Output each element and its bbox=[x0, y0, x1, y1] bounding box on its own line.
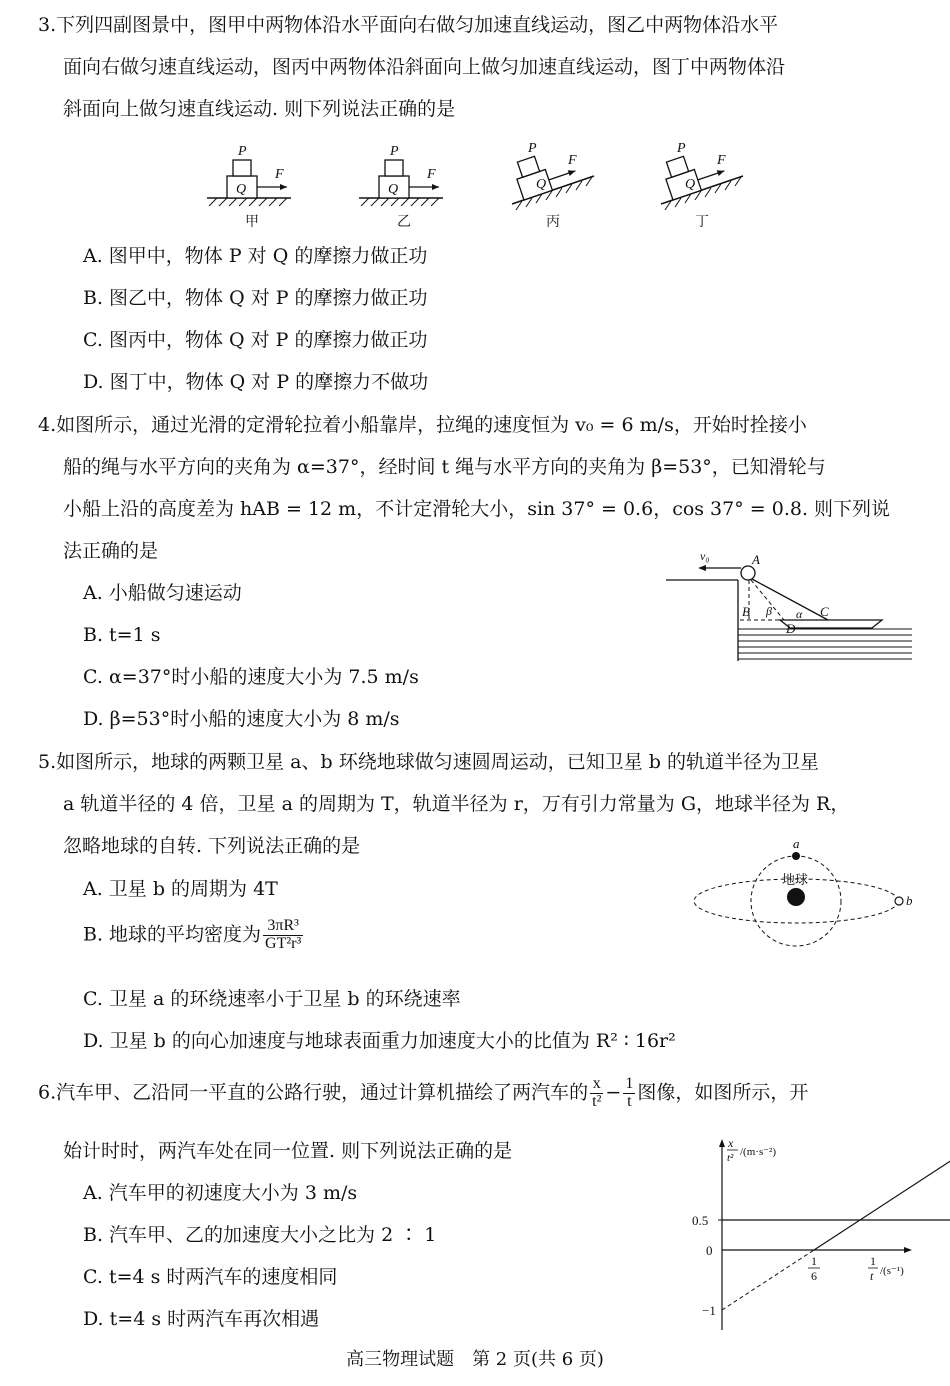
q4-option-b: B. t=1 s bbox=[83, 624, 161, 646]
q6-option-d: D. t=4 s 时两汽车再次相遇 bbox=[83, 1308, 320, 1330]
q3-bing-caption: 丙 bbox=[546, 215, 560, 230]
q5-option-b bbox=[83, 918, 305, 953]
q4-b-label: B bbox=[742, 604, 750, 619]
q3-option-d: D. 图丁中，物体 Q 对 P 的摩擦力不做功 bbox=[83, 371, 429, 393]
q6-option-b: B. 汽车甲、乙的加速度大小之比为 2 ∶ 1 bbox=[83, 1224, 437, 1246]
q5-stem-line-3: 忽略地球的自转. 下列说法正确的是 bbox=[63, 835, 361, 857]
q6-frac1-num: x bbox=[590, 1076, 603, 1094]
q4-beta-label: β bbox=[766, 604, 772, 618]
q4-c-label: C bbox=[820, 604, 829, 619]
q3-bing-p-label: P bbox=[528, 141, 537, 156]
q5-option-b-denominator: GT²r³ bbox=[265, 934, 302, 952]
x-tick-label-numerator: 1 bbox=[811, 1254, 817, 1268]
q3-option-b: B. 图乙中，物体 Q 对 P 的摩擦力做正功 bbox=[83, 287, 428, 309]
page-footer: 高三物理试题 第 2 页(共 6 页) bbox=[346, 1349, 604, 1370]
q3-stem-line-3: 斜面向上做匀速直线运动. 则下列说法正确的是 bbox=[63, 98, 456, 120]
q3-bing-q-label: Q bbox=[536, 177, 547, 192]
q4-a-label: A bbox=[752, 552, 760, 567]
q4-stem-line-3: 小船上沿的高度差为 hAB = 12 m，不计定滑轮大小，sin 37° = 0.6，cos 37° = 0.8. 则下列说 bbox=[63, 498, 891, 520]
x-tick-label-denominator: 6 bbox=[811, 1269, 817, 1283]
q6-frac-1-over-t bbox=[623, 1076, 635, 1111]
y-axis-arrow bbox=[719, 1139, 725, 1147]
q5-stem-line-1: 5.如图所示，地球的两颗卫星 a、b 环绕地球做匀速圆周运动，已知卫星 b 的轨道半径为卫星 bbox=[38, 751, 819, 773]
q3-figure-ding bbox=[657, 140, 749, 232]
q6-stem-prefix: 6.汽车甲、乙沿同一平直的公路行驶，通过计算机描绘了两汽车的 bbox=[38, 1081, 589, 1104]
q6-stem-line-1 bbox=[38, 1076, 808, 1111]
q6-stem-suffix: 图像，如图所示，开 bbox=[637, 1081, 809, 1104]
q3-jia-q-label: Q bbox=[236, 182, 247, 197]
q3-yi-q-label: Q bbox=[388, 182, 399, 197]
x-axis-label-numerator: 1 bbox=[870, 1254, 876, 1268]
q3-bing-f-label: F bbox=[568, 153, 577, 168]
y-tick-label-0: 0 bbox=[706, 1243, 713, 1258]
q3-ding-q-label: Q bbox=[685, 177, 696, 192]
q3-figure-jia bbox=[205, 140, 295, 232]
q6-frac-x-over-t2 bbox=[590, 1076, 603, 1111]
y-axis-label-denominator: t² bbox=[727, 1152, 734, 1164]
q5-option-d: D. 卫星 b 的向心加速度与地球表面重力加速度大小的比值为 R² ∶ 16r² bbox=[83, 1030, 676, 1052]
q5-option-b-fraction bbox=[263, 918, 303, 953]
y-tick-label-0-5: 0.5 bbox=[692, 1213, 709, 1228]
q6-chart bbox=[680, 1135, 920, 1335]
q6-dash: − bbox=[605, 1081, 622, 1104]
x-axis-label-denominator: t bbox=[870, 1269, 874, 1283]
q6-stem-line-2: 始计时时，两汽车处在同一位置. 则下列说法正确的是 bbox=[63, 1140, 513, 1162]
q3-yi-f-label: F bbox=[427, 167, 436, 182]
q3-ding-f-label: F bbox=[717, 153, 726, 168]
q4-stem-line-4: 法正确的是 bbox=[63, 540, 159, 562]
q5-option-a: A. 卫星 b 的周期为 4T bbox=[83, 878, 278, 900]
q4-stem-line-1: 4.如图所示，通过光滑的定滑轮拉着小船靠岸，拉绳的速度恒为 v₀ = 6 m/s，开始时拴接小 bbox=[38, 414, 807, 436]
q4-alpha-label: α bbox=[796, 607, 803, 621]
q5-option-b-text: B. 地球的平均密度为 bbox=[83, 923, 262, 946]
q4-option-d: D. β=53°时小船的速度大小为 8 m/s bbox=[83, 708, 400, 730]
x-axis-label-unit: /(s⁻¹) bbox=[880, 1265, 904, 1277]
q3-option-a: A. 图甲中，物体 P 对 Q 的摩擦力做正功 bbox=[83, 245, 428, 267]
q3-stem-line-2: 面向右做匀速直线运动，图丙中两物体沿斜面向上做匀加速直线运动，图丁中两物体沿 bbox=[63, 56, 786, 78]
y-axis-label-numerator: x bbox=[728, 1136, 734, 1150]
q3-yi-p-label: P bbox=[390, 144, 399, 159]
q3-ding-caption: 丁 bbox=[695, 215, 709, 230]
q3-jia-f-label: F bbox=[275, 167, 284, 182]
q4-d-label: D bbox=[786, 621, 796, 636]
q3-jia-caption: 甲 bbox=[245, 215, 259, 230]
q3-figure-bing bbox=[508, 140, 600, 232]
q4-v0-label: v₀ bbox=[700, 549, 710, 563]
q4-option-a: A. 小船做匀速运动 bbox=[83, 582, 242, 604]
q5-stem-line-2: a 轨道半径的 4 倍，卫星 a 的周期为 T，轨道半径为 r，万有引力常量为 G，地球半径为 R， bbox=[63, 793, 850, 815]
series-jia-dashed-segment bbox=[722, 1250, 814, 1310]
x-axis-arrow bbox=[904, 1247, 912, 1253]
q3-jia-p-label: P bbox=[238, 144, 247, 159]
q3-stem-line-1: 3.下列四副图景中，图甲中两物体沿水平面向右做匀加速直线运动，图乙中两物体沿水平 bbox=[38, 14, 779, 36]
q4-option-c: C. α=37°时小船的速度大小为 7.5 m/s bbox=[83, 666, 419, 688]
q5-earth-label: 地球 bbox=[782, 872, 809, 887]
q5-a-label: a bbox=[793, 836, 800, 851]
y-tick-label-minus-1: −1 bbox=[702, 1303, 716, 1318]
q6-frac1-den: t² bbox=[592, 1092, 602, 1110]
q6-frac2-den: t bbox=[627, 1092, 632, 1110]
q6-option-c: C. t=4 s 时两汽车的速度相同 bbox=[83, 1266, 338, 1288]
q6-frac2-num: 1 bbox=[625, 1075, 634, 1092]
q4-boat-figure bbox=[662, 546, 918, 666]
q5-b-label: b bbox=[906, 893, 913, 908]
y-axis-label-unit: /(m·s⁻²) bbox=[740, 1146, 776, 1158]
q3-figure-yi bbox=[357, 140, 447, 232]
q3-option-c: C. 图丙中，物体 Q 对 P 的摩擦力做正功 bbox=[83, 329, 428, 351]
q6-option-a: A. 汽车甲的初速度大小为 3 m/s bbox=[83, 1182, 358, 1204]
q5-orbit-figure bbox=[686, 836, 926, 950]
q3-yi-caption: 乙 bbox=[397, 215, 411, 230]
q4-stem-line-2: 船的绳与水平方向的夹角为 α=37°，经时间 t 绳与水平方向的夹角为 β=53°，已知滑轮与 bbox=[63, 456, 826, 478]
q5-option-c: C. 卫星 a 的环绕速率小于卫星 b 的环绕速率 bbox=[83, 988, 461, 1010]
q5-option-b-numerator: 3πR³ bbox=[263, 918, 303, 936]
q3-ding-p-label: P bbox=[677, 141, 686, 156]
series-jia-line bbox=[814, 1130, 950, 1250]
